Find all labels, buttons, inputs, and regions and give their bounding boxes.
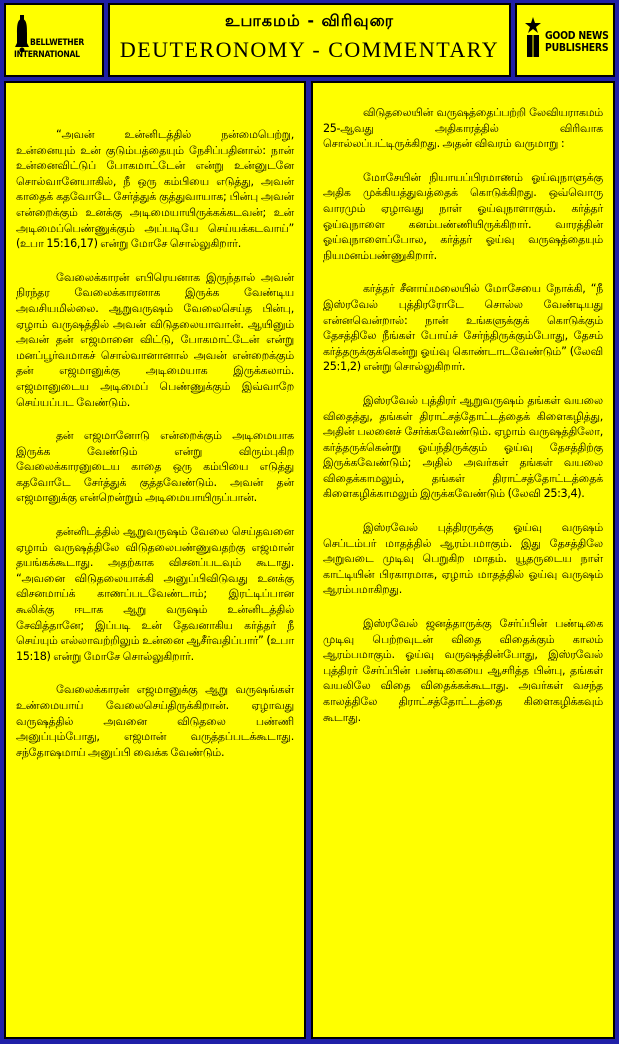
paragraph: வேலைக்காரன் எபிரெயனாக இருந்தால் அவன் நிரந்தர வேலைக்காரனாக இருக்க வேண்டிய அவசியமில்லை. ஆறுவருஷம் வேலைசெய்த பின்பு, ஏழாம் வருஷத்தில் அவன் விடுதலையாவான். ஆயினும் அவன் தன் எஜமானை விட்டு, போகமாட்டேன் என்று மனப்பூர்வமாகச் சொல்வானானால் அவன் என்றைக்கும் தன் எஜமானுக்கு அடிமையாக இருக்கலாம். எஜமானுடைய அடிமைப் பெண்ணுக்கும் இவ்வாறே செய்யப்பட வேண்டும். [16, 270, 294, 409]
right-logo-line2: PUBLISHERS [545, 41, 609, 54]
paragraph: இஸ்ரவேல் புத்திரர் ஆறுவருஷம் தங்கள் வயலை விதைத்து, தங்கள் திராட்சத்தோட்டத்தைக் கிளைகழித்து, அதின் பலனைச் சேர்க்கவேண்டும். ஏழாம் வருஷத்திலோ, கர்த்தருக்கென்று ஓய்ந்திருக்கும் ஓய்வு தேசத்திற்கு இருக்கவேண்டும்; அதில் அவர்கள் தங்கள் வயலை விதைக்காமலும், தங்கள் திராட்சத்தோட்டத்தைக் கிளைகழிக்காமலும் இருக்கவேண்டும் (லேவி 25:3,4). [323, 393, 603, 501]
left-logo-line1: BELLWETHER [30, 38, 85, 48]
paragraph: விடுதலையின் வருஷத்தைப்பற்றி லேவியராகமம் 25-ஆவது அதிகாரத்தில் விரிவாக சொல்லப்பட்டிருக்கிறது. அதன் விவரம் வருமாறு : [323, 106, 603, 151]
paragraph: மோசேயின் நியாயப்பிரமாணம் ஓய்வுநாளுக்கு அதிக முக்கியத்துவத்தைக் கொடுக்கிறது. ஒவ்வொரு வாரமும் ஏழாவது நாள் ஓய்வுநாளாகும். கர்த்தர் ஓய்வுநாளை கனம்பண்ணியிருக்கிறார். வாரத்தின் ஓய்வுநாளைப்போல, கர்த்தர் ஓய்வு வருஷத்தையும் நியமனம்பண்ணுகிறார். [323, 170, 603, 262]
left-logo-line2: INTERNATIONAL [14, 50, 80, 60]
paragraph: தன்னிடத்தில் ஆறுவருஷம் வேலை செய்தவனை ஏழாம் வருஷத்திலே விடுதலைபண்ணுவதற்கு எஜமான் தயங்கக்கூடாது. அதற்காக விசனப்படவும் கூடாது. “அவனை விடுதலையாக்கி அனுப்பிவிடுவது உனக்கு விசனமாய்க் காணப்படவேண்டாம்; இரட்டிப்பான கூலிக்கு ஈடாக ஆறு வருஷம் உன்னிடத்தில் சேவித்தானே; இப்படி உன் தேவனாகிய கர்த்தர் நீ செய்யும் எல்லாவற்றிலும் உன்னை ஆசீர்வதிப்பார்” (உபா 15:18) என்று மோசே சொல்லுகிறார். [16, 525, 294, 663]
left-column [4, 81, 306, 1039]
bell-icon [14, 15, 30, 53]
right-column [311, 81, 615, 1039]
paragraph: தன் எஜமானோடு என்றைக்கும் அடிமையாக இருக்க வேண்டும் என்று விரும்புகிற வேலைக்காரனுடைய காதை ஒரு கம்பியை எடுத்து கதவோடே சேர்த்துக் குத்தவேண்டும். அவன் தன் எஜமானுக்கு என்றென்றும் அடிமையாயிருப்பான். [16, 429, 294, 505]
page-title-tamil: உபாகமம் - விரிவுரை [225, 11, 394, 30]
bellwether-logo [10, 13, 98, 69]
title-box [108, 3, 511, 77]
paragraph: கர்த்தர் சீனாய்மலையில் மோசேயை நோக்கி, “நீ இஸ்ரவேல் புத்திரரோடே சொல்ல வேண்டியது என்னவென்றால்: நான் உங்களுக்குக் கொடுக்கும் தேசத்திலே நீங்கள் போய்ச் சேர்ந்திருக்கும்போது, தேசம் கர்த்தருக்குக்கென்று ஓய்வு கொண்டாடவேண்டும்” (லேவி 25:1,2) என்று சொல்லுகிறார். [323, 282, 603, 374]
paragraph: வேலைக்காரன் எஜமானுக்கு ஆறு வருஷங்கள் உண்மையாய் வேலைசெய்திருக்கிறான். ஏழாவது வருஷத்தில் அவனை விடுதலை பண்ணி அனுப்பும்போது, எஜமான் வருத்தப்படக்கூடாது. சந்தோஷமாய் அனுப்பி வைக்க வேண்டும். [16, 683, 294, 759]
paragraph: இஸ்ரவேல் ஜனத்தாருக்கு சேர்ப்பின் பண்டிகை முடிவு பெற்றவுடன் விதை விதைக்கும் காலம் ஆரம்பமாகும். ஓய்வு வருஷத்தின்போது, இஸ்ரவேல் புத்திரர் சேர்ப்பின் பண்டிகையை ஆசரித்த பின்பு, தங்கள் வயலிலே விதை விதைக்கக்கூடாது. அவர்கள் வசந்த காலத்திலே திராட்சத்தோட்டத்தை கிளைகழிக்கவும் கூடாது. [323, 617, 603, 724]
paragraph: இஸ்ரவேல் புத்திரருக்கு ஓய்வு வருஷம் செப்டம்பர் மாதத்தில் ஆரம்பமாகும். இது தேசத்திலே அறுவடை முடிவு பெறுகிற மாதம். யூதருடைய நாள் காட்டியின் பிரகாரமாக, ஏழாம் மாதத்தில் ஓய்வு வருஷம் ஆரம்பமாகிறது. [323, 521, 603, 597]
right-logo-box [515, 3, 615, 77]
page-title-english: DEUTERONOMY - COMMENTARY [119, 37, 500, 62]
left-logo-box [4, 3, 104, 77]
right-logo-line1: GOOD NEWS [545, 29, 609, 42]
header [4, 3, 615, 77]
good-news-logo [521, 13, 609, 69]
paragraph: “அவன் உன்னிடத்தில் நன்மைபெற்று, உன்னையும் உன் குடும்பத்தையும் நேசிப்பதினால்: நான் உன்னைவிட்டுப் போகமாட்டேன் என்று உன்னுடனே சொல்வானேயாகில், நீ ஒரு கம்பியை எடுத்து, அவன் காதைக் கதவோடே சேர்த்துக் குத்துவாயாக; பின்பு அவன் என்றைக்கும் உனக்கு அடிமையாயிருக்கக்கடவன்; உன் அடிமைப்பெண்ணுக்கும் அப்படியே செய்யக்கடவாய்” (உபா 15:16,17) என்று மோசே சொல்லுகிறார். [16, 128, 294, 251]
book-icon [523, 17, 543, 61]
